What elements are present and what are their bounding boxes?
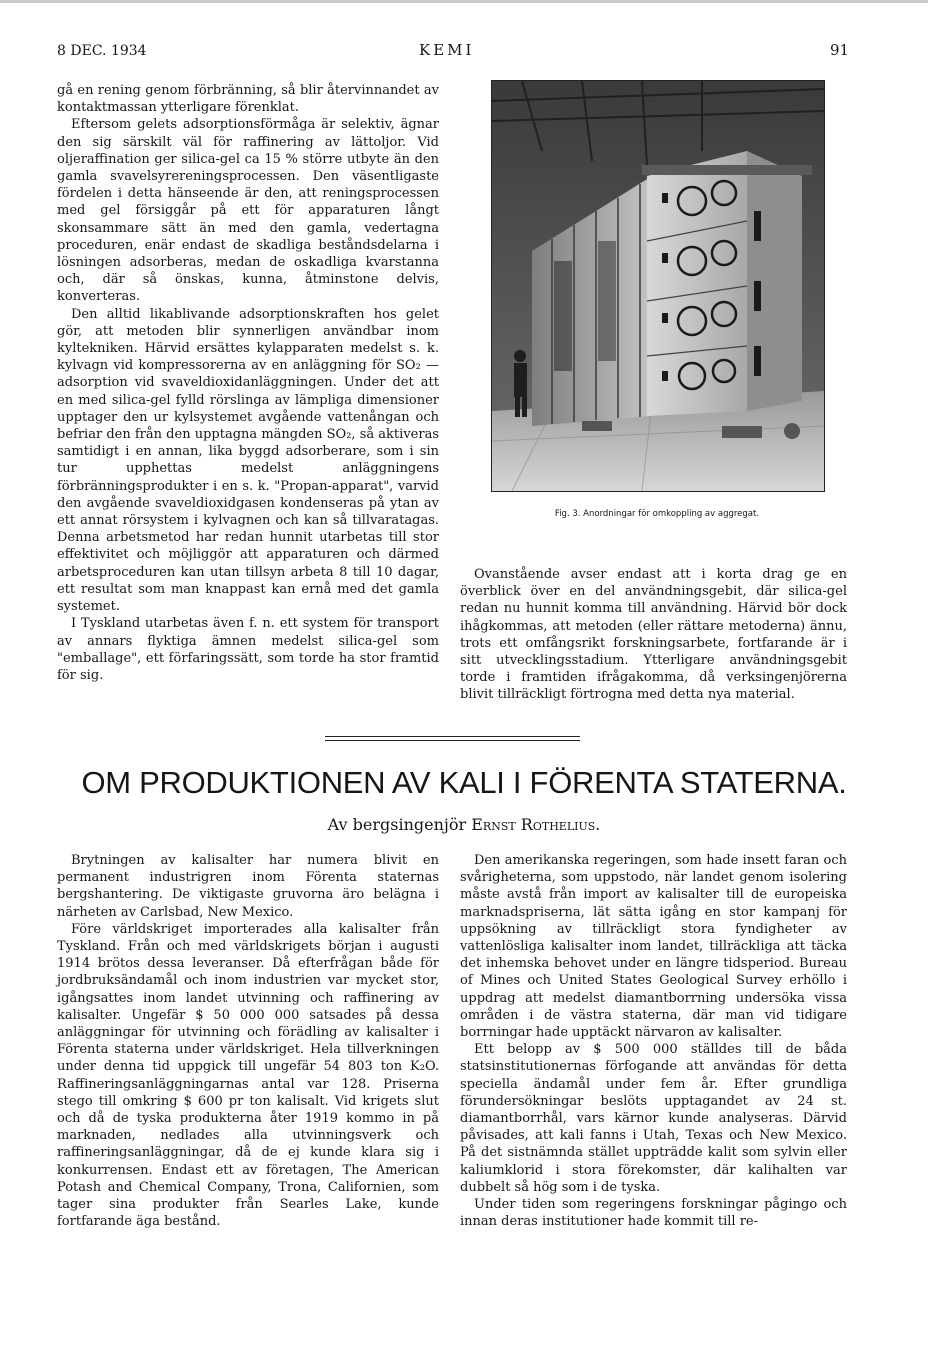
header-year: 1934 [110,43,147,59]
scan-top-edge [0,0,928,3]
paragraph: Under tiden som regeringens forskningar pågingo och innan deras institutioner hade kommit till re- [460,1197,847,1230]
author-name: Ernst Rothelius. [471,815,601,834]
paragraph: Brytningen av kalisalter har numera blivit en permanent industrigren inom Förenta staternas bergshantering. De viktigaste gruvorna äro belägna i närheten av Carlsbad, New Mexico. [57,853,439,920]
byline-prefix: Av bergsingenjör [327,815,467,834]
paragraph: Ovanstående avser endast att i korta drag ge en överblick över en del användningsgebit, där silica-gel redan nu hunnit komma till användning. Härvid bör dock ihågkommas, att metoden (eller rättare metoderna) ännu, trots ett omfångsrikt forskningsarbete, fortfarande är i sitt utvecklingsstadium. Ytterligare användningsgebit torde i framtiden ifrågakomma, då verksingenjörerna blivit tillräckligt förtrogna med detta nya material. [460,567,847,703]
aggregate-photo-drawing [492,81,824,491]
journal-name: KEMI [419,41,475,59]
paragraph: Eftersom gelets adsorptionsförmåga är selektiv, ägnar den sig särskilt väl för raffinering av lättoljor. Vid oljeraffination ger silica-gel ca 15 % större utbyte än den gamla svavelsyrereningsprocessen. Den väsentligaste fördelen i detta hänseende är den, att reningsprocessen med gel försiggår på ett för apparaturen långt skonsammare sätt än med den gamla, vedertagna proceduren, enär endast de skadliga beståndsdelarna i lösningen adsorberas, medan de oskadliga kvarstanna och, där så önskas, kunna, åtminstone delvis, konverteras. [57,117,439,305]
figure-photo [491,80,825,492]
article-title: OM PRODUKTIONEN AV KALI I FÖRENTA STATERNA. [81,765,847,800]
page-number: 91 [830,41,850,59]
figure-caption: Fig. 3. Anordningar för omkoppling av aggregat. [554,509,760,519]
header-day: 8 [57,43,66,59]
left-column-top [57,82,439,684]
article-byline [0,815,928,834]
paragraph: Ett belopp av $ 500 000 ställdes till de båda statsinstitutionernas förfogande att användas för detta speciella ändamål under fem år. Efter grundliga förundersökningar beslöts upptagandet av 24 st. diamantborrhål, vars kärnor kunde analyseras. Därvid påvisades, att kali fanns i Utah, Texas och New Mexico. På det sistnämnda stället uppträdde kalit som sylvin eller kaliumklorid i stora förekomster, där kalihalten var dubbelt så hög som i de tyska. [460,1042,847,1195]
paragraph: gå en rening genom förbränning, så blir återvinnandet av kontaktmassan ytterligare förenklat. [57,83,439,116]
section-divider-bottom [325,740,580,741]
right-column-top [460,566,847,704]
right-column-bottom [460,852,847,1230]
header-date [57,43,147,59]
paragraph: Före världskriget importerades alla kalisalter från Tyskland. Från och med världskrigets början i augusti 1914 brötos dessa leveranser. Då efterfrågan både för jordbruksändamål och inom industrien var mycket stor, igångsattes inom landet utvinning och raffinering av kalisalter. Ungefär $ 50 000 000 satsades på dessa anläggningar för utvinning och förädling av kalisalter i Förenta staterna under världskriget. Hela tillverkningen under denna tid uppgick till ungefär 54 803 ton K₂O. Raffineringsanläggningarnas antal var 128. Priserna stego till omkring $ 600 pr ton kalisalt. Vid krigets slut och då de tyska produkterna åter 1919 kommo in på marknaden, nedlades alla utvinningsverk och raffineringsanläggningar, då de ej kunde klara sig i konkurrensen. Endast ett av företagen, The American Potash and Chemical Company, Trona, Californien, som tager sina produkter från Searles Lake, kunde fortfarande äga bestånd. [57,921,439,1230]
section-divider-top [325,736,580,737]
header-month: DEC. [70,43,107,59]
paragraph: I Tyskland utarbetas även f. n. ett system för transport av annars flyktiga ämnen medelst silica-gel som "emballage", ett förfaringssätt, som torde ha stor framtid för sig. [57,616,439,683]
paragraph: Den alltid likablivande adsorptionskraften hos gelet gör, att metoden blir synnerligen användbar inom kyltekniken. Härvid ersättes kylapparaten medelst s. k. kylvagn vid kompressorerna av en anläggning för SO₂ — adsorption vid svaveldioxidanläggningen. Under det att en med silica-gel fylld rörslinga av lämpliga dimensioner upptager den ur kylsystemet avgående vattenångan och befriar den från den upptagna mängden SO₂, så aktiveras samtidigt i en annan, lika byggd adsorberare, som i sin tur upphettas medelst anläggningens förbränningsprodukter i en s. k. "Propan-apparat", varvid den avgående svaveldioxidgasen kondenseras på ytan av ett annat rörsystem i kylvagnen och kan så tillvaratagas. Denna arbetsmetod har redan hunnit utarbetas till stor effektivitet och möjliggör att apparaturen och därmed arbetsproceduren kan utan tillsyn arbeta 8 till 10 dagar, ett resultat som man knappast kan ernå med det gamla systemet. [57,306,439,615]
paragraph: Den amerikanska regeringen, som hade insett faran och svårigheterna, som uppstodo, när landet genom isolering måste avstå från import av kalisalter till de europeiska marknadspriserna, lät sätta igång en stor kampanj för uppsökning av tillräckligt stora fyndigheter av vattenlösliga kalisalter inom landet, tillräckliga att täcka det inhemska behovet under en längre tidsperiod. Bureau of Mines och United States Geological Survey erhöllo i uppdrag att medelst diamantborrning undersöka vissa områden i de västra staterna, där man vid tidigare borrningar hade upptäckt närvaron av kalisalter. [460,853,847,1041]
left-column-bottom [57,852,439,1230]
